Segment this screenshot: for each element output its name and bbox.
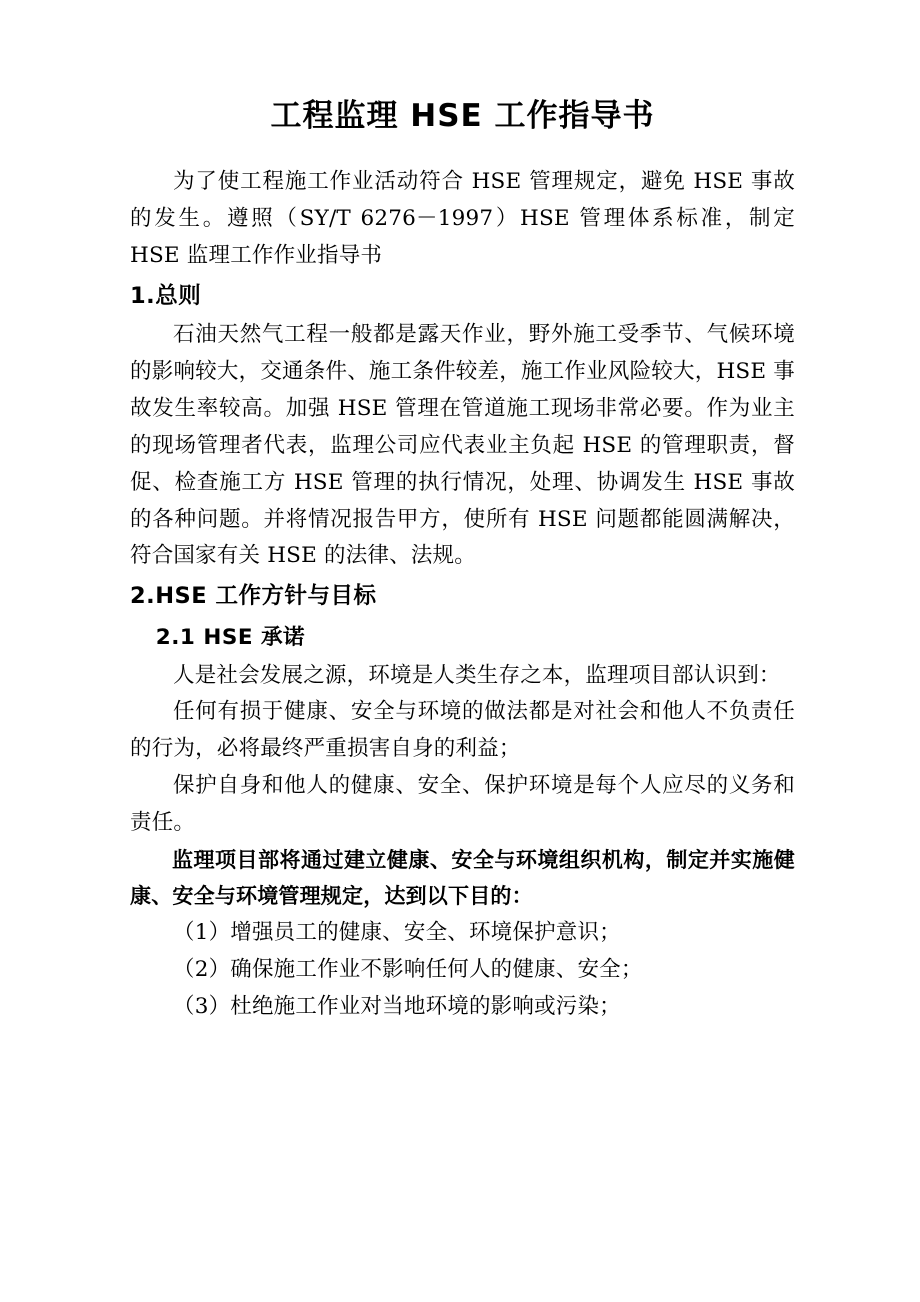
list-item: （1）增强员工的健康、安全、环境保护意识；	[173, 919, 621, 945]
list-item: （2）确保施工作业不影响任何人的健康、安全；	[173, 956, 643, 982]
section-2-paragraph-3: 保护自身和他人的健康、安全、保护环境是每个人应尽的义务和责任。	[130, 773, 795, 836]
section-heading-2: 2.HSE 工作方针与目标	[130, 583, 377, 610]
section-heading-1: 1.总则	[130, 283, 202, 310]
section-2-paragraph-1: 人是社会发展之源，环境是人类生存之本，监理项目部认识到：	[173, 662, 781, 688]
list-item: （3）杜绝施工作业对当地环境的影响或污染；	[173, 993, 621, 1019]
intro-paragraph: 为了使工程施工作业活动符合 HSE 管理规定，避免 HSE 事故的发生。遵照（SY/T 6276－1997）HSE 管理体系标准，制定 HSE 监理工作作业指导书	[130, 169, 795, 269]
section-1-paragraph: 石油天然气工程一般都是露天作业，野外施工受季节、气候环境的影响较大，交通条件、施工条件较差，施工作业风险较大，HSE 事故发生率较高。加强 HSE 管理在管道施工现场非常必要。作为业主的现场管理者代表，监理公司应代表业主负起 HSE 的管理职责，督促、检查施工方 HSE 管理的执行情况，处理、协调发生 HSE 事故的各种问题。并将情况报告甲方，使所有 HSE 问题都能圆满解决，符合国家有关 HSE 的法律、法规。	[130, 321, 795, 569]
section-2-bold-paragraph: 监理项目部将通过建立健康、安全与环境组织机构，制定并实施健康、安全与环境管理规定，达到以下目的：	[130, 848, 795, 909]
page-title: 工程监理 HSE 工作指导书	[270, 98, 655, 134]
section-2-paragraph-2: 任何有损于健康、安全与环境的做法都是对社会和他人不负责任的行为，必将最终严重损害自身的利益；	[130, 699, 795, 762]
section-subheading-2-1: 2.1 HSE 承诺	[155, 624, 306, 650]
